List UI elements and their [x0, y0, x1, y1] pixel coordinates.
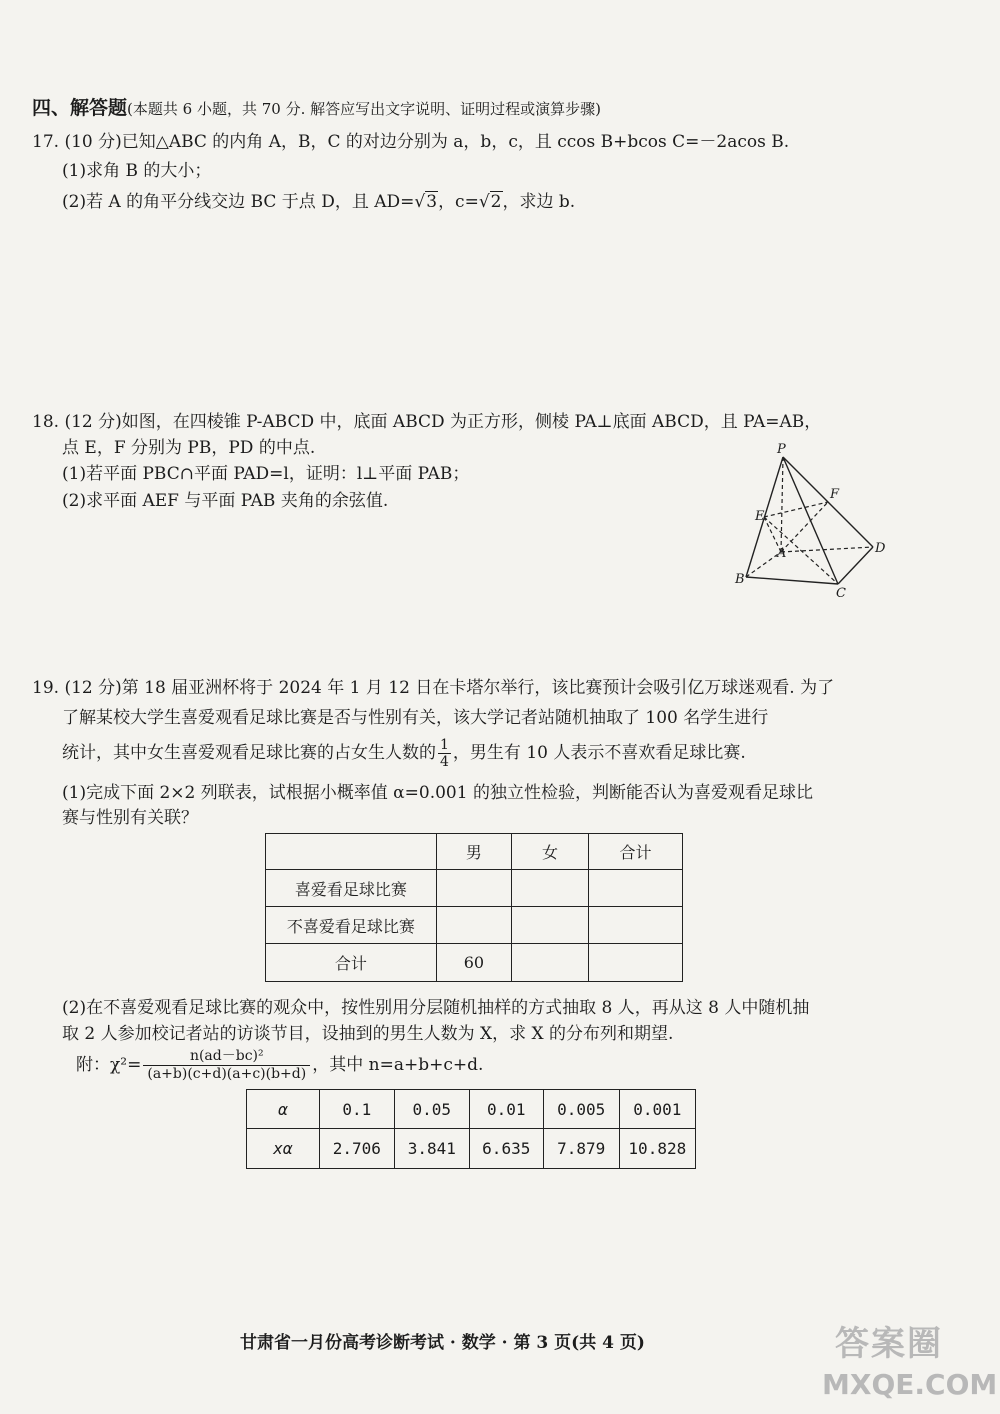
- x-alpha-value: 2.706: [319, 1129, 394, 1169]
- section-note: (本题共 6 小题，共 70 分. 解答应写出文字说明、证明过程或演算步骤): [127, 100, 601, 118]
- x-alpha-value: 6.635: [469, 1129, 543, 1169]
- alpha-value: 0.005: [543, 1090, 619, 1129]
- pyramid-figure: [730, 440, 900, 600]
- q19-line3-post: ，男生有 10 人表示不喜欢看足球比赛.: [452, 743, 746, 764]
- cell-total-total: [589, 944, 683, 982]
- table-row: [266, 944, 683, 982]
- fraction-denominator: 4: [440, 754, 449, 771]
- alpha-value: 0.05: [394, 1090, 469, 1129]
- cell-total-male: 60: [436, 944, 511, 982]
- cell-dislike-total: [589, 907, 683, 944]
- x-alpha-value: 3.841: [394, 1129, 469, 1169]
- label-A: A: [777, 546, 787, 561]
- watermark-site: MXQE.COM: [822, 1368, 998, 1401]
- q17-part1: (1)求角 B 的大小；: [62, 161, 212, 181]
- q17-part2-mid: ，c=: [438, 192, 479, 212]
- alpha-table: [246, 1089, 696, 1169]
- cell-total-female: [511, 944, 588, 982]
- q19-part1-line1: (1)完成下面 2×2 列联表，试根据小概率值 α=0.001 的独立性检验，判断能否认为喜爱观看足球比: [62, 783, 813, 803]
- table-header-female: 女: [511, 834, 588, 870]
- q17-part2-post: ，求边 b.: [502, 192, 576, 212]
- row-label-dislike: 不喜爱看足球比赛: [266, 907, 437, 944]
- alpha-label: α: [247, 1090, 320, 1129]
- label-C: C: [836, 586, 846, 600]
- table-row: [247, 1090, 696, 1129]
- page-footer: 甘肃省一月份高考诊断考试 · 数学 · 第 3 页(共 4 页): [240, 1333, 645, 1353]
- edge-AB: [746, 552, 781, 577]
- label-E: E: [755, 509, 765, 524]
- table-header-male: 男: [436, 834, 511, 870]
- edge-BC: [746, 577, 838, 584]
- chi-square-formula: [76, 1048, 483, 1083]
- table-header-total: 合计: [589, 834, 683, 870]
- q18-part2: (2)求平面 AEF 与平面 PAB 夹角的余弦值.: [62, 491, 389, 511]
- table-row: [247, 1129, 696, 1169]
- formula-pre: 附：χ²=: [76, 1054, 142, 1075]
- fraction-one-quarter: [438, 737, 451, 770]
- cell-like-total: [589, 870, 683, 907]
- label-D: D: [875, 541, 886, 556]
- cell-dislike-female: [511, 907, 588, 944]
- fraction-numerator: 1: [440, 737, 449, 753]
- cell-dislike-male: [436, 907, 511, 944]
- q17-radicand-1: 3: [426, 192, 438, 212]
- q18-part1: (1)若平面 PBC∩平面 PAD=l，证明：l⊥平面 PAB；: [62, 464, 470, 484]
- cell-like-male: [436, 870, 511, 907]
- section-heading: [32, 93, 601, 120]
- segment-EC: [764, 517, 838, 584]
- table-header-row: [266, 834, 683, 870]
- q17-stem: 17. (10 分)已知△ABC 的内角 A，B，C 的对边分别为 a，b，c，且 ccos B+bcos C=－2acos B.: [32, 132, 790, 152]
- segment-EF: [764, 502, 828, 517]
- watermark-logo: 答案圈: [835, 1324, 943, 1364]
- label-B: B: [735, 572, 745, 587]
- q19-part1-line2: 赛与性别有关联？: [62, 808, 198, 828]
- row-label-like: 喜爱看足球比赛: [266, 870, 437, 907]
- section-title: 四、解答题: [32, 97, 128, 119]
- q19-line3: [62, 737, 746, 770]
- row-label-total: 合计: [266, 944, 437, 982]
- edge-PA: [781, 457, 783, 552]
- q18-stem-line2: 点 E，F 分别为 PB，PD 的中点.: [62, 438, 316, 458]
- edge-AD: [781, 547, 873, 552]
- cell-like-female: [511, 870, 588, 907]
- formula-denominator: (a+b)(c+d)(a+c)(b+d): [147, 1065, 307, 1082]
- contingency-table: [265, 833, 683, 982]
- q19-part2-line1: (2)在不喜爱观看足球比赛的观众中，按性别用分层随机抽样的方式抽取 8 人，再从这 8 人中随机抽: [62, 998, 810, 1018]
- alpha-value: 0.01: [469, 1090, 543, 1129]
- q19-part2-line2: 取 2 人参加校记者站的访谈节目，设抽到的男生人数为 X，求 X 的分布列和期望.: [62, 1024, 674, 1044]
- formula-numerator: n(ad－bc)²: [143, 1048, 310, 1066]
- q17-radicand-2: 2: [490, 192, 502, 212]
- q18-stem-line1: 18. (12 分)如图，在四棱锥 P-ABCD 中，底面 ABCD 为正方形，侧棱 PA⊥底面 ABCD，且 PA=AB，: [32, 412, 822, 432]
- formula-fraction: [143, 1048, 310, 1083]
- label-P: P: [777, 442, 786, 457]
- x-alpha-value: 10.828: [619, 1129, 695, 1169]
- q19-line1: 19. (12 分)第 18 届亚洲杯将于 2024 年 1 月 12 日在卡塔尔举行，该比赛预计会吸引亿万球迷观看. 为了: [32, 678, 835, 698]
- table-row: [266, 870, 683, 907]
- alpha-value: 0.1: [319, 1090, 394, 1129]
- q17-part2: (2)若 A 的角平分线交边 BC 于点 D，且 AD=√3，c=√2，求边 b.: [62, 192, 576, 212]
- x-alpha-value: 7.879: [543, 1129, 619, 1169]
- label-F: F: [830, 487, 840, 502]
- table-row: [266, 907, 683, 944]
- edge-CD: [838, 547, 873, 584]
- x-alpha-label: xα: [247, 1129, 320, 1169]
- formula-post: ，其中 n=a+b+c+d.: [312, 1054, 484, 1075]
- table-header-corner: [266, 834, 437, 870]
- q19-line2: 了解某校大学生喜爱观看足球比赛是否与性别有关，该大学记者站随机抽取了 100 名学生进行: [62, 708, 769, 728]
- alpha-value: 0.001: [619, 1090, 695, 1129]
- q17-part2-pre: (2)若 A 的角平分线交边 BC 于点 D，且 AD=: [62, 192, 415, 212]
- q19-line3-pre: 统计，其中女生喜爱观看足球比赛的占女生人数的: [62, 743, 436, 764]
